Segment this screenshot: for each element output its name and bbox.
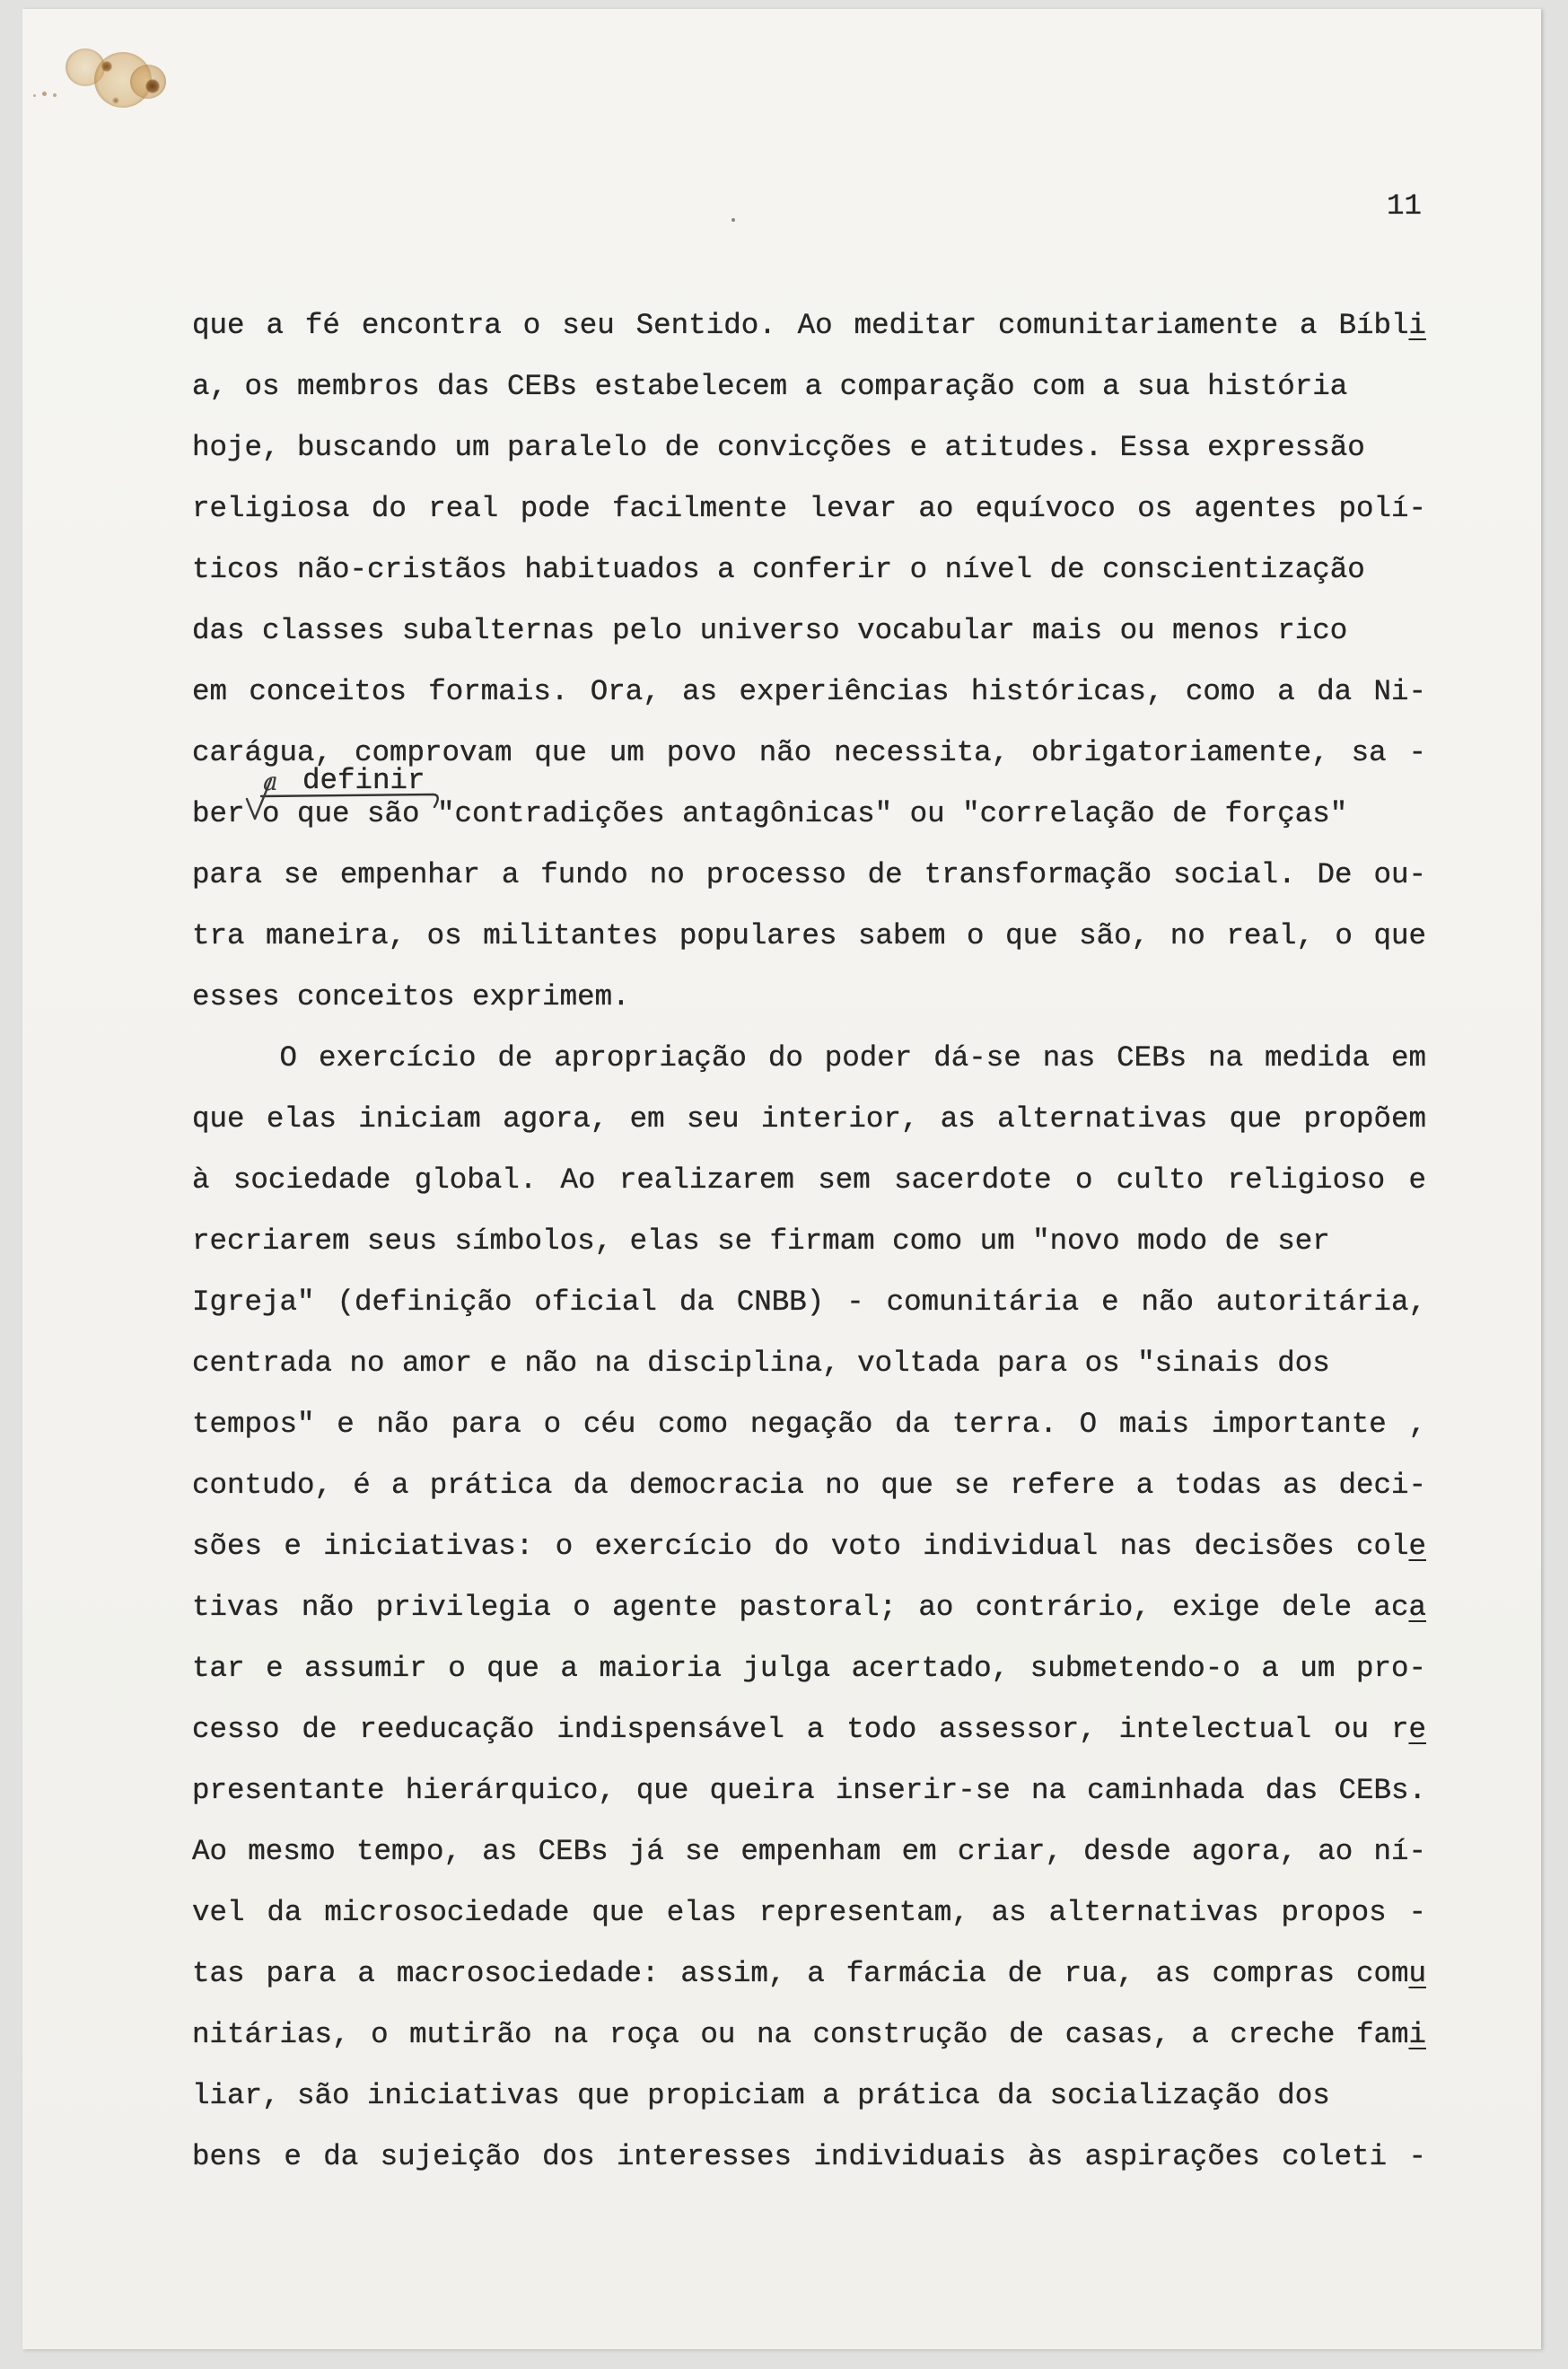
stain-speck [33,94,36,97]
text-line: religiosa do real pode facilmente levar ao equívoco os agentes polí- [192,492,1426,525]
paragraph-first-line: O exercício de apropriação do poder dá-se nas CEBs na medida em [279,1041,1426,1075]
line-text: nitárias, o mutirão na roça ou na construção de casas, a creche fam [192,2018,1409,2051]
text-line [192,1577,1426,1638]
line-text: cesso de reeducação indispensável a todo assessor, intelectual ou r [192,1713,1409,1746]
stain-spot [101,61,112,72]
text-line: em conceitos formais. Ora, as experiências históricas, como a da Ni- [192,675,1426,708]
text-line [192,295,1426,356]
underlined-syllable: u [1408,1957,1426,1990]
text-line: ticos não-cristãos habituados a conferir o nível de conscientização [192,553,1365,586]
text-line: contudo, é a prática da democracia no que se refere a todas as deci- [192,1469,1426,1502]
text-line: recriarem seus símbolos, elas se firmam como um "novo modo de ser [192,1224,1330,1258]
stain-spot [112,97,119,104]
stain-speck [53,93,57,97]
text-line: tar e assumir o que a maioria julga acertado, submetendo-o a um pro- [192,1652,1426,1685]
text-line: esses conceitos exprimem. [192,980,630,1013]
text-line [192,1516,1426,1577]
text-line: Igreja" (definição oficial da CNBB) - comunitária e não autoritária, [192,1285,1426,1319]
text-line: carágua, comprovam que um povo não necessita, obrigatoriamente, sa - [192,736,1426,769]
text-line: a, os membros das CEBs estabelecem a comparação com a sua história [192,370,1348,403]
underlined-syllable: a [1408,1591,1426,1624]
typewritten-page [22,9,1541,2349]
line-text: que a fé encontra o seu Sentido. Ao meditar comunitariamente a Bíbl [192,309,1409,342]
text-line: ber o que são "contradições antagônicas" ou "correlação de forças" [192,797,1348,830]
line-text: tivas não privilegia o agente pastoral; ao contrário, exige dele ac [192,1591,1409,1624]
line-text: sões e iniciativas: o exercício do voto individual nas decisões col [192,1530,1409,1563]
text-line: bens e da sujeição dos interesses individuais às aspirações coleti - [192,2140,1426,2173]
underlined-syllable: i [1408,309,1426,342]
text-line [192,2005,1426,2066]
stain-spot [145,79,160,93]
text-line: à sociedade global. Ao realizarem sem sacerdote o culto religioso e [192,1163,1426,1197]
text-line [192,1943,1426,2005]
stain-speck [42,92,47,96]
page-number: 11 [1387,189,1423,223]
text-line: tra maneira, os militantes populares sabem o que são, no real, o que [192,919,1426,952]
text-line: hoje, buscando um paralelo de convicções e atitudes. Essa expressão [192,431,1365,464]
underlined-syllable: i [1408,2018,1426,2051]
text-line: centrada no amor e não na disciplina, voltada para os "sinais dos [192,1347,1330,1380]
ink-speck [731,218,735,222]
text-line: presentante hierárquico, que queira inserir-se na caminhada das CEBs. [192,1774,1426,1807]
body-text [192,295,1426,2188]
underlined-syllable: e [1408,1713,1426,1746]
text-line: para se empenhar a fundo no processo de transformação social. De ou- [192,858,1426,891]
text-line: que elas iniciam agora, em seu interior, as alternativas que propõem [192,1102,1426,1136]
line-text: tas para a macrosociedade: assim, a farmácia de rua, as compras com [192,1957,1409,1990]
text-line: das classes subalternas pelo universo vocabular mais ou menos rico [192,614,1348,647]
underlined-syllable: e [1408,1530,1426,1563]
interlinear-insertion-word: definir [302,764,425,797]
text-line: vel da microsociedade que elas representam, as alternativas propos - [192,1896,1426,1929]
text-line: tempos" e não para o céu como negação da terra. O mais importante , [192,1408,1426,1441]
text-line: liar, são iniciativas que propiciam a prática da socialização dos [192,2079,1330,2112]
text-line: Ao mesmo tempo, as CEBs já se empenham em criar, desde agora, ao ní- [192,1835,1426,1868]
handwritten-insertion-letter: a [263,767,278,796]
text-line [192,1699,1426,1760]
